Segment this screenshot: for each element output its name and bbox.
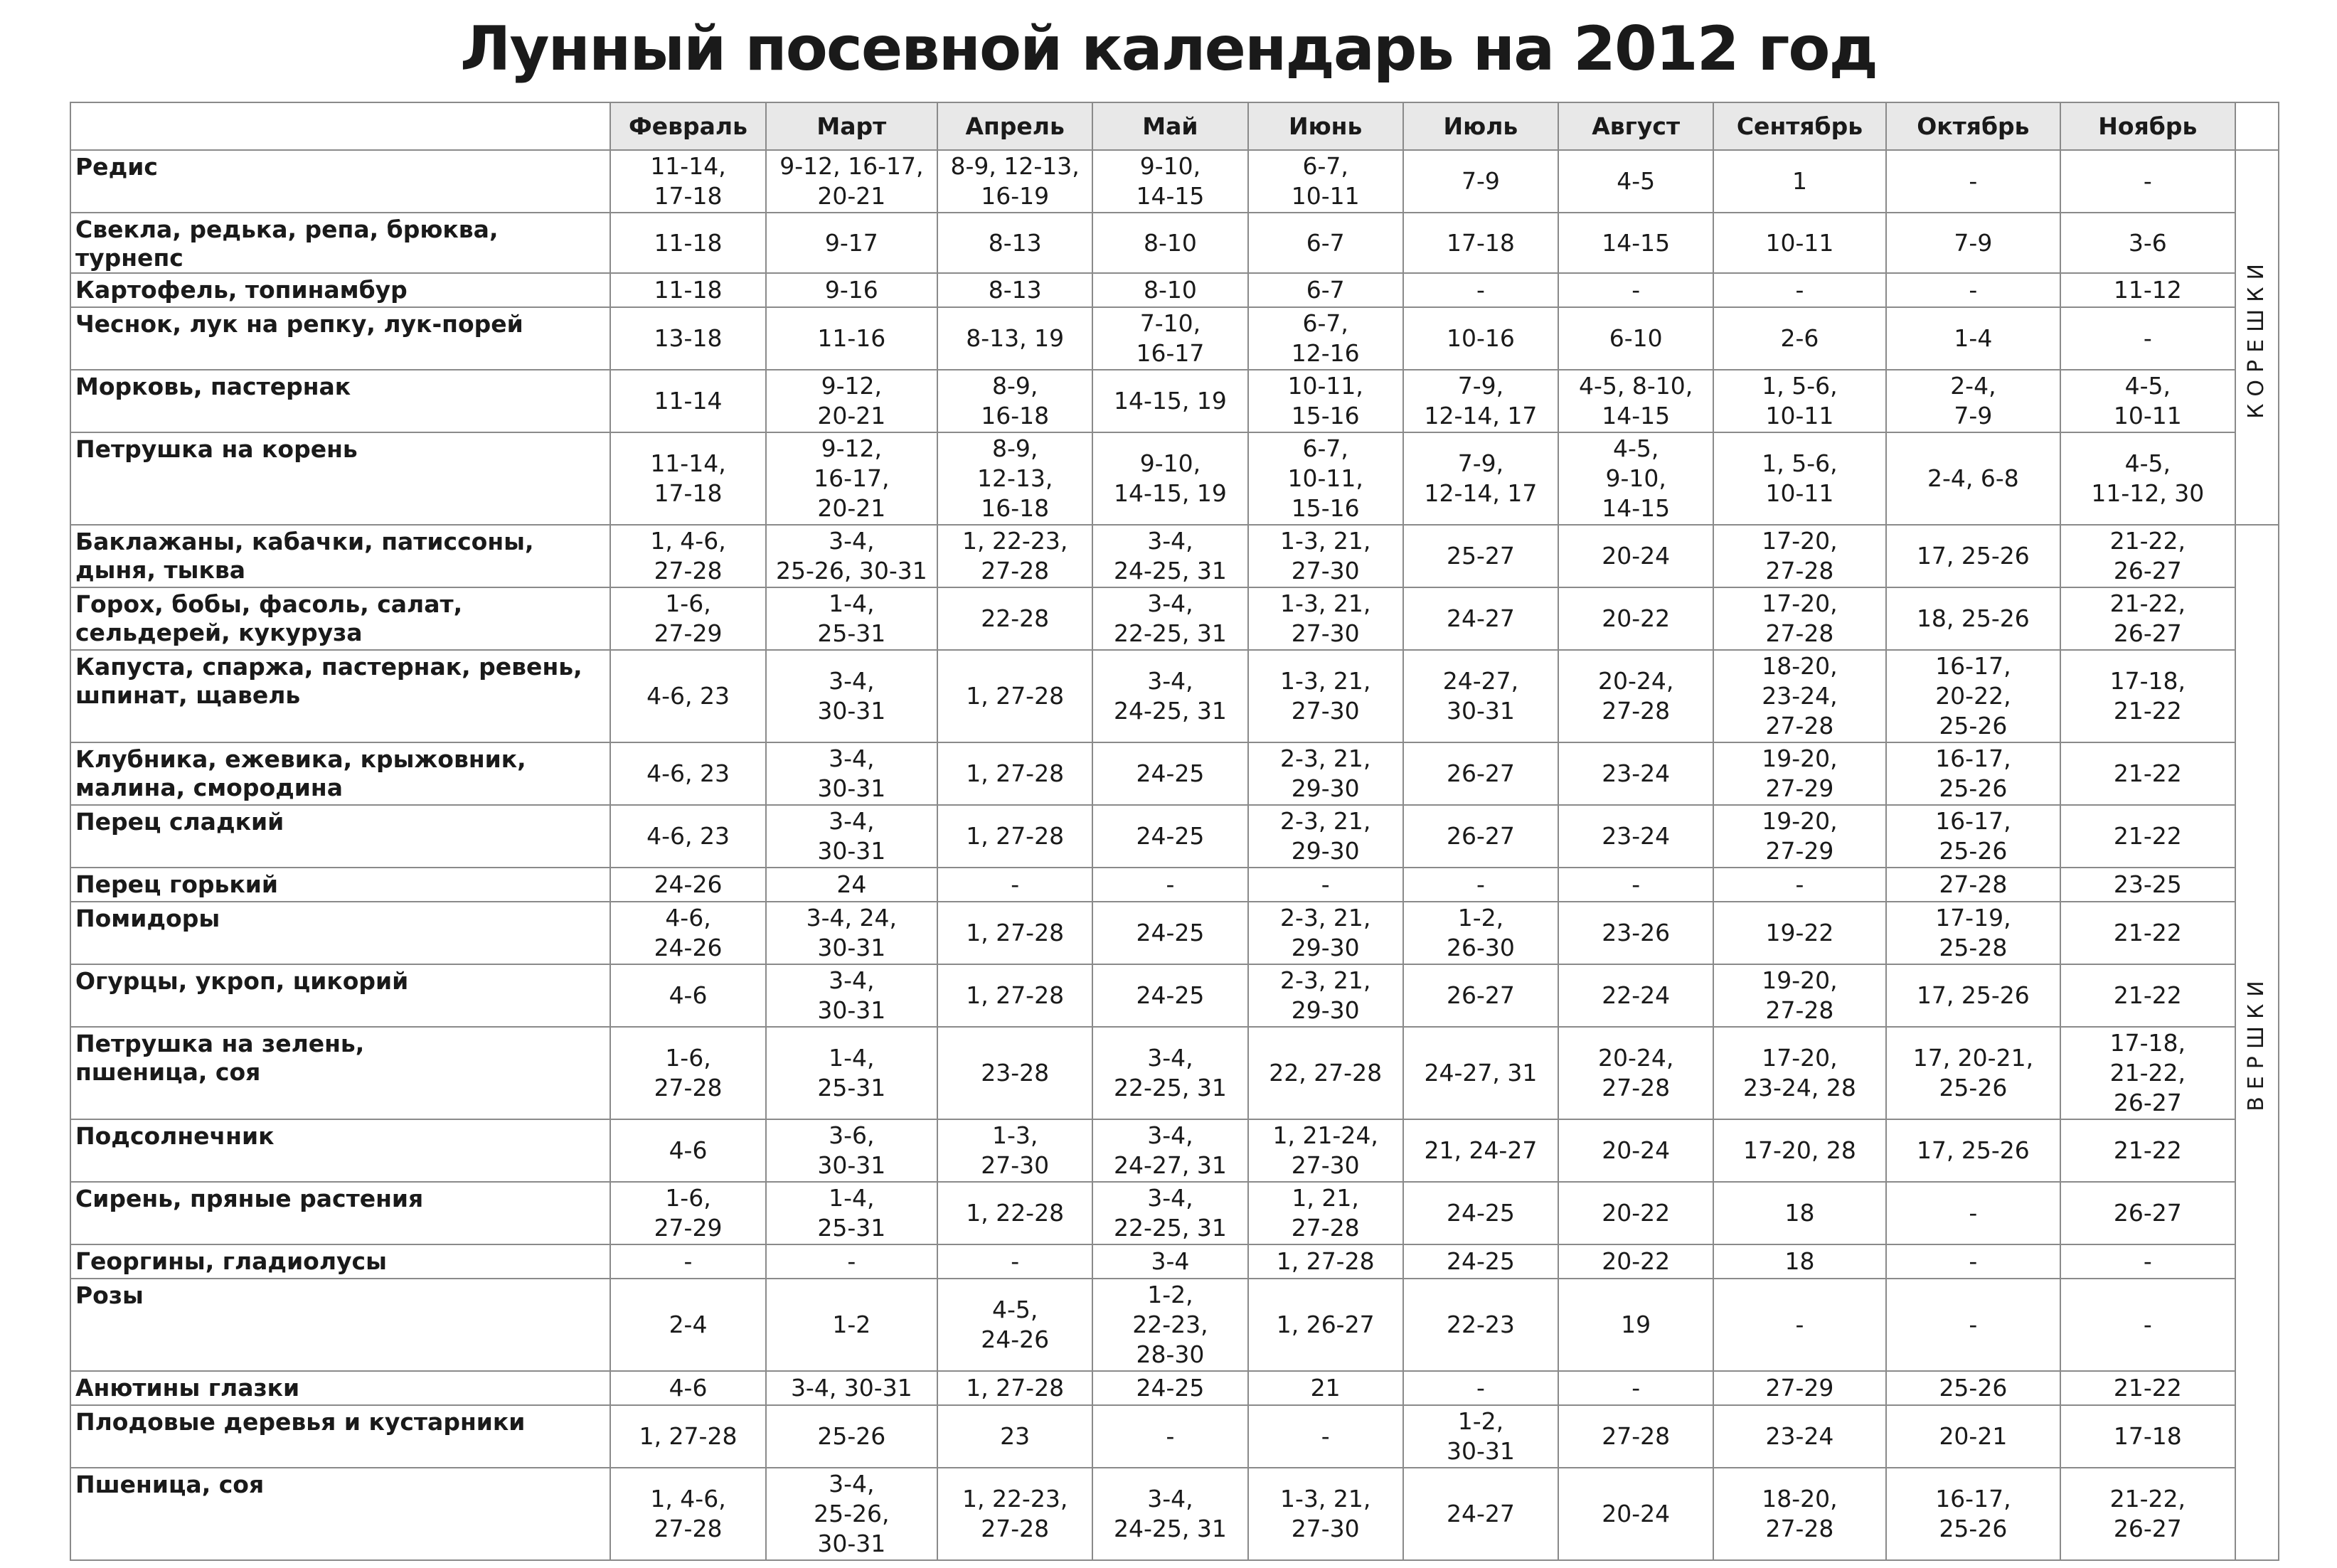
date-cell: 1-3, 27-30 bbox=[937, 1119, 1092, 1182]
date-cell: - bbox=[1248, 1405, 1403, 1468]
date-cell: 7-9, 12-14, 17 bbox=[1403, 370, 1558, 432]
date-cell: 4-5, 10-11 bbox=[2060, 370, 2235, 432]
month-header: Февраль bbox=[610, 102, 765, 150]
date-cell: 21, 24-27 bbox=[1403, 1119, 1558, 1182]
date-cell: 18, 25-26 bbox=[1886, 587, 2060, 650]
date-cell: 17-18, 21-22, 26-27 bbox=[2060, 1027, 2235, 1119]
plant-name: Георгины, гладиолусы bbox=[70, 1244, 610, 1279]
table-row bbox=[70, 902, 2279, 964]
date-cell: 20-22 bbox=[1558, 587, 1713, 650]
plant-name: Подсолнечник bbox=[70, 1119, 610, 1182]
date-cell: 25-27 bbox=[1403, 525, 1558, 587]
date-cell: 1, 5-6, 10-11 bbox=[1713, 370, 1885, 432]
plant-name: Свекла, редька, репа, брюква, турнепс bbox=[70, 213, 610, 273]
table-row bbox=[70, 150, 2279, 213]
date-cell: 1, 27-28 bbox=[937, 902, 1092, 964]
date-cell: 1-2 bbox=[766, 1279, 937, 1371]
date-cell: 1, 22-28 bbox=[937, 1182, 1092, 1244]
calendar-body bbox=[70, 150, 2279, 1560]
date-cell: 1, 27-28 bbox=[610, 1405, 765, 1468]
date-cell: 8-9, 12-13, 16-19 bbox=[937, 150, 1092, 213]
date-cell: 4-6 bbox=[610, 1119, 765, 1182]
date-cell: 21-22 bbox=[2060, 742, 2235, 805]
date-cell: 20-24 bbox=[1558, 525, 1713, 587]
date-cell: 20-22 bbox=[1558, 1182, 1713, 1244]
date-cell: 3-4, 25-26, 30-31 bbox=[766, 525, 937, 587]
date-cell: 23-28 bbox=[937, 1027, 1092, 1119]
date-cell: - bbox=[1558, 1371, 1713, 1405]
date-cell: - bbox=[937, 868, 1092, 902]
date-cell: 10-11, 15-16 bbox=[1248, 370, 1403, 432]
plant-name: Картофель, топинамбур bbox=[70, 273, 610, 307]
table-row bbox=[70, 1371, 2279, 1405]
month-header: Март bbox=[766, 102, 937, 150]
date-cell: 4-6 bbox=[610, 1371, 765, 1405]
date-cell: 1, 21-24, 27-30 bbox=[1248, 1119, 1403, 1182]
date-cell: - bbox=[2060, 1244, 2235, 1279]
date-cell: 6-7, 12-16 bbox=[1248, 307, 1403, 370]
date-cell: 21-22 bbox=[2060, 902, 2235, 964]
plant-name: Перец горький bbox=[70, 868, 610, 902]
date-cell: 2-3, 21, 29-30 bbox=[1248, 805, 1403, 868]
date-cell: 17, 25-26 bbox=[1886, 1119, 2060, 1182]
date-cell: 1 bbox=[1713, 150, 1885, 213]
date-cell: 19-20, 27-29 bbox=[1713, 742, 1885, 805]
date-cell: 1-2, 22-23, 28-30 bbox=[1092, 1279, 1247, 1371]
date-cell: 9-12, 16-17, 20-21 bbox=[766, 150, 937, 213]
plant-name: Петрушка на корень bbox=[70, 432, 610, 525]
date-cell: 1-3, 21, 27-30 bbox=[1248, 587, 1403, 650]
date-cell: 2-4, 6-8 bbox=[1886, 432, 2060, 525]
date-cell: - bbox=[2060, 1279, 2235, 1371]
month-header: Октябрь bbox=[1886, 102, 2060, 150]
date-cell: 3-4, 30-31 bbox=[766, 805, 937, 868]
date-cell: 4-6 bbox=[610, 964, 765, 1027]
date-cell: 8-10 bbox=[1092, 213, 1247, 273]
date-cell: 1-3, 21, 27-30 bbox=[1248, 1468, 1403, 1560]
month-header: Август bbox=[1558, 102, 1713, 150]
date-cell: 23-24 bbox=[1558, 805, 1713, 868]
table-row bbox=[70, 1027, 2279, 1119]
date-cell: 19-22 bbox=[1713, 902, 1885, 964]
lunar-calendar-table bbox=[70, 102, 2279, 1561]
date-cell: 8-9, 16-18 bbox=[937, 370, 1092, 432]
date-cell: 1-6, 27-29 bbox=[610, 587, 765, 650]
month-header: Июнь bbox=[1248, 102, 1403, 150]
date-cell: 17, 25-26 bbox=[1886, 964, 2060, 1027]
date-cell: 24-27, 31 bbox=[1403, 1027, 1558, 1119]
date-cell: 21-22 bbox=[2060, 1371, 2235, 1405]
date-cell: 17-20, 23-24, 28 bbox=[1713, 1027, 1885, 1119]
date-cell: 1-4, 25-31 bbox=[766, 1027, 937, 1119]
table-row bbox=[70, 525, 2279, 587]
date-cell: 22-24 bbox=[1558, 964, 1713, 1027]
date-cell: 9-16 bbox=[766, 273, 937, 307]
group-label-cell bbox=[2235, 525, 2279, 1560]
date-cell: 1, 4-6, 27-28 bbox=[610, 1468, 765, 1560]
date-cell: 2-3, 21, 29-30 bbox=[1248, 742, 1403, 805]
date-cell: - bbox=[766, 1244, 937, 1279]
date-cell: 23-24 bbox=[1713, 1405, 1885, 1468]
date-cell: 3-4, 22-25, 31 bbox=[1092, 1027, 1247, 1119]
date-cell: 2-6 bbox=[1713, 307, 1885, 370]
plant-name: Плодовые деревья и кустарники bbox=[70, 1405, 610, 1468]
date-cell: 24-27 bbox=[1403, 1468, 1558, 1560]
date-cell: 8-9, 12-13, 16-18 bbox=[937, 432, 1092, 525]
date-cell: 17-20, 27-28 bbox=[1713, 525, 1885, 587]
date-cell: 24-25 bbox=[1092, 805, 1247, 868]
date-cell: 6-10 bbox=[1558, 307, 1713, 370]
plant-name: Петрушка на зелень, пшеница, соя bbox=[70, 1027, 610, 1119]
date-cell: 3-4, 25-26, 30-31 bbox=[766, 1468, 937, 1560]
date-cell: 14-15 bbox=[1558, 213, 1713, 273]
date-cell: 4-5, 9-10, 14-15 bbox=[1558, 432, 1713, 525]
date-cell: 3-4, 30-31 bbox=[766, 964, 937, 1027]
date-cell: 26-27 bbox=[1403, 964, 1558, 1027]
date-cell: 1, 26-27 bbox=[1248, 1279, 1403, 1371]
date-cell: 10-16 bbox=[1403, 307, 1558, 370]
table-row bbox=[70, 964, 2279, 1027]
table-row bbox=[70, 273, 2279, 307]
date-cell: 20-21 bbox=[1886, 1405, 2060, 1468]
plant-name: Клубника, ежевика, крыжовник, малина, смородина bbox=[70, 742, 610, 805]
header-row bbox=[70, 102, 2279, 150]
date-cell: 1, 27-28 bbox=[1248, 1244, 1403, 1279]
date-cell: 1, 27-28 bbox=[937, 742, 1092, 805]
date-cell: - bbox=[1403, 1371, 1558, 1405]
date-cell: 1-2, 30-31 bbox=[1403, 1405, 1558, 1468]
plant-name: Огурцы, укроп, цикорий bbox=[70, 964, 610, 1027]
date-cell: - bbox=[1713, 868, 1885, 902]
table-row bbox=[70, 1119, 2279, 1182]
date-cell: - bbox=[1558, 868, 1713, 902]
date-cell: 6-7, 10-11, 15-16 bbox=[1248, 432, 1403, 525]
date-cell: 1-3, 21, 27-30 bbox=[1248, 650, 1403, 742]
date-cell: 26-27 bbox=[1403, 742, 1558, 805]
group-label: КОРЕШКИ bbox=[2244, 256, 2269, 419]
date-cell: 2-4 bbox=[610, 1279, 765, 1371]
date-cell: 14-15, 19 bbox=[1092, 370, 1247, 432]
date-cell: 16-17, 25-26 bbox=[1886, 805, 2060, 868]
date-cell: 1, 27-28 bbox=[937, 964, 1092, 1027]
date-cell: 1, 27-28 bbox=[937, 650, 1092, 742]
date-cell: 18 bbox=[1713, 1182, 1885, 1244]
date-cell: 19 bbox=[1558, 1279, 1713, 1371]
date-cell: 11-16 bbox=[766, 307, 937, 370]
date-cell: 16-17, 20-22, 25-26 bbox=[1886, 650, 2060, 742]
date-cell: 4-5, 11-12, 30 bbox=[2060, 432, 2235, 525]
date-cell: - bbox=[1713, 1279, 1885, 1371]
date-cell: 4-6, 23 bbox=[610, 805, 765, 868]
date-cell: 11-18 bbox=[610, 273, 765, 307]
date-cell: - bbox=[1886, 273, 2060, 307]
date-cell: 3-4, 24-27, 31 bbox=[1092, 1119, 1247, 1182]
date-cell: 21-22 bbox=[2060, 805, 2235, 868]
date-cell: 24-27 bbox=[1403, 587, 1558, 650]
date-cell: 9-12, 20-21 bbox=[766, 370, 937, 432]
date-cell: 9-17 bbox=[766, 213, 937, 273]
date-cell: 22-28 bbox=[937, 587, 1092, 650]
date-cell: 17-18 bbox=[1403, 213, 1558, 273]
date-cell: 17-18 bbox=[2060, 1405, 2235, 1468]
date-cell: - bbox=[1092, 868, 1247, 902]
date-cell: 16-17, 25-26 bbox=[1886, 1468, 2060, 1560]
date-cell: 1-3, 21, 27-30 bbox=[1248, 525, 1403, 587]
date-cell: - bbox=[1403, 273, 1558, 307]
date-cell: - bbox=[1886, 1244, 2060, 1279]
date-cell: 1, 4-6, 27-28 bbox=[610, 525, 765, 587]
date-cell: 13-18 bbox=[610, 307, 765, 370]
date-cell: 9-12, 16-17, 20-21 bbox=[766, 432, 937, 525]
date-cell: 1-2, 26-30 bbox=[1403, 902, 1558, 964]
date-cell: 3-4, 30-31 bbox=[766, 650, 937, 742]
date-cell: 24-25 bbox=[1092, 1371, 1247, 1405]
date-cell: 9-10, 14-15, 19 bbox=[1092, 432, 1247, 525]
date-cell: 3-4, 24, 30-31 bbox=[766, 902, 937, 964]
date-cell: 1, 21, 27-28 bbox=[1248, 1182, 1403, 1244]
date-cell: 23-24 bbox=[1558, 742, 1713, 805]
date-cell: 4-5, 8-10, 14-15 bbox=[1558, 370, 1713, 432]
date-cell: 23-25 bbox=[2060, 868, 2235, 902]
date-cell: 2-3, 21, 29-30 bbox=[1248, 964, 1403, 1027]
date-cell: 11-14, 17-18 bbox=[610, 432, 765, 525]
date-cell: 3-4, 24-25, 31 bbox=[1092, 1468, 1247, 1560]
date-cell: 21-22 bbox=[2060, 1119, 2235, 1182]
date-cell: 21-22, 26-27 bbox=[2060, 1468, 2235, 1560]
date-cell: 6-7 bbox=[1248, 213, 1403, 273]
date-cell: 24-25 bbox=[1092, 964, 1247, 1027]
date-cell: 7-9 bbox=[1403, 150, 1558, 213]
date-cell: 3-4, 30-31 bbox=[766, 742, 937, 805]
date-cell: 26-27 bbox=[1403, 805, 1558, 868]
date-cell: 9-10, 14-15 bbox=[1092, 150, 1247, 213]
date-cell: 1-6, 27-28 bbox=[610, 1027, 765, 1119]
date-cell: - bbox=[1558, 273, 1713, 307]
date-cell: 1, 27-28 bbox=[937, 805, 1092, 868]
month-header: Ноябрь bbox=[2060, 102, 2235, 150]
date-cell: 11-14 bbox=[610, 370, 765, 432]
month-header: Апрель bbox=[937, 102, 1092, 150]
plant-name: Горох, бобы, фасоль, салат, сельдерей, кукуруза bbox=[70, 587, 610, 650]
date-cell: 17, 20-21, 25-26 bbox=[1886, 1027, 2060, 1119]
header-group-spacer bbox=[2235, 102, 2279, 150]
date-cell: 1-4, 25-31 bbox=[766, 1182, 937, 1244]
month-header: Май bbox=[1092, 102, 1247, 150]
date-cell: 1, 22-23, 27-28 bbox=[937, 1468, 1092, 1560]
date-cell: 21 bbox=[1248, 1371, 1403, 1405]
date-cell: 1, 27-28 bbox=[937, 1371, 1092, 1405]
table-row bbox=[70, 1244, 2279, 1279]
date-cell: 17-19, 25-28 bbox=[1886, 902, 2060, 964]
date-cell: 3-4, 24-25, 31 bbox=[1092, 650, 1247, 742]
table-row bbox=[70, 213, 2279, 273]
date-cell: - bbox=[610, 1244, 765, 1279]
date-cell: 20-24, 27-28 bbox=[1558, 1027, 1713, 1119]
plant-name: Анютины глазки bbox=[70, 1371, 610, 1405]
date-cell: 7-10, 16-17 bbox=[1092, 307, 1247, 370]
date-cell: 25-26 bbox=[766, 1405, 937, 1468]
date-cell: 18-20, 27-28 bbox=[1713, 1468, 1885, 1560]
date-cell: 2-3, 21, 29-30 bbox=[1248, 902, 1403, 964]
date-cell: 24-25 bbox=[1092, 742, 1247, 805]
date-cell: 20-24 bbox=[1558, 1468, 1713, 1560]
date-cell: 17-20, 28 bbox=[1713, 1119, 1885, 1182]
date-cell: 7-9 bbox=[1886, 213, 2060, 273]
table-row bbox=[70, 1405, 2279, 1468]
table-row bbox=[70, 1468, 2279, 1560]
date-cell: 3-6 bbox=[2060, 213, 2235, 273]
date-cell: 4-6, 23 bbox=[610, 650, 765, 742]
date-cell: 17, 25-26 bbox=[1886, 525, 2060, 587]
table-row bbox=[70, 370, 2279, 432]
date-cell: 11-14, 17-18 bbox=[610, 150, 765, 213]
date-cell: 6-7, 10-11 bbox=[1248, 150, 1403, 213]
header-corner bbox=[70, 102, 610, 150]
date-cell: - bbox=[937, 1244, 1092, 1279]
date-cell: 24-26 bbox=[610, 868, 765, 902]
date-cell: 8-13 bbox=[937, 273, 1092, 307]
date-cell: 8-13 bbox=[937, 213, 1092, 273]
date-cell: - bbox=[1403, 868, 1558, 902]
date-cell: - bbox=[2060, 150, 2235, 213]
date-cell: - bbox=[2060, 307, 2235, 370]
date-cell: 3-6, 30-31 bbox=[766, 1119, 937, 1182]
date-cell: 1, 22-23, 27-28 bbox=[937, 525, 1092, 587]
table-row bbox=[70, 742, 2279, 805]
plant-name: Капуста, спаржа, пастернак, ревень, шпинат, щавель bbox=[70, 650, 610, 742]
date-cell: 3-4, 22-25, 31 bbox=[1092, 587, 1247, 650]
date-cell: 27-28 bbox=[1558, 1405, 1713, 1468]
date-cell: 3-4, 22-25, 31 bbox=[1092, 1182, 1247, 1244]
date-cell: 1-4 bbox=[1886, 307, 2060, 370]
date-cell: 8-13, 19 bbox=[937, 307, 1092, 370]
date-cell: 3-4, 24-25, 31 bbox=[1092, 525, 1247, 587]
date-cell: 6-7 bbox=[1248, 273, 1403, 307]
group-label-cell bbox=[2235, 150, 2279, 525]
plant-name: Чеснок, лук на репку, лук-порей bbox=[70, 307, 610, 370]
date-cell: 11-12 bbox=[2060, 273, 2235, 307]
date-cell: - bbox=[1886, 1182, 2060, 1244]
date-cell: - bbox=[1248, 868, 1403, 902]
date-cell: 27-29 bbox=[1713, 1371, 1885, 1405]
date-cell: 11-18 bbox=[610, 213, 765, 273]
date-cell: - bbox=[1886, 150, 2060, 213]
date-cell: 24 bbox=[766, 868, 937, 902]
date-cell: - bbox=[1092, 1405, 1247, 1468]
date-cell: 25-26 bbox=[1886, 1371, 2060, 1405]
date-cell: 20-24, 27-28 bbox=[1558, 650, 1713, 742]
date-cell: 1, 5-6, 10-11 bbox=[1713, 432, 1885, 525]
date-cell: 3-4 bbox=[1092, 1244, 1247, 1279]
plant-name: Пшеница, соя bbox=[70, 1468, 610, 1560]
date-cell: 18-20, 23-24, 27-28 bbox=[1713, 650, 1885, 742]
table-row bbox=[70, 868, 2279, 902]
date-cell: 17-18, 21-22 bbox=[2060, 650, 2235, 742]
table-row bbox=[70, 650, 2279, 742]
date-cell: 2-4, 7-9 bbox=[1886, 370, 2060, 432]
plant-name: Розы bbox=[70, 1279, 610, 1371]
date-cell: 3-4, 30-31 bbox=[766, 1371, 937, 1405]
date-cell: 23-26 bbox=[1558, 902, 1713, 964]
date-cell: 19-20, 27-28 bbox=[1713, 964, 1885, 1027]
month-header: Сентябрь bbox=[1713, 102, 1885, 150]
date-cell: 24-27, 30-31 bbox=[1403, 650, 1558, 742]
plant-name: Баклажаны, кабачки, патиссоны, дыня, тыква bbox=[70, 525, 610, 587]
date-cell: 21-22, 26-27 bbox=[2060, 587, 2235, 650]
table-row bbox=[70, 307, 2279, 370]
date-cell: 22, 27-28 bbox=[1248, 1027, 1403, 1119]
date-cell: 1-4, 25-31 bbox=[766, 587, 937, 650]
date-cell: 24-25 bbox=[1092, 902, 1247, 964]
date-cell: 21-22 bbox=[2060, 964, 2235, 1027]
date-cell: 24-25 bbox=[1403, 1182, 1558, 1244]
date-cell: 8-10 bbox=[1092, 273, 1247, 307]
plant-name: Помидоры bbox=[70, 902, 610, 964]
date-cell: 1-6, 27-29 bbox=[610, 1182, 765, 1244]
table-row bbox=[70, 1279, 2279, 1371]
plant-name: Перец сладкий bbox=[70, 805, 610, 868]
date-cell: 19-20, 27-29 bbox=[1713, 805, 1885, 868]
date-cell: 4-5 bbox=[1558, 150, 1713, 213]
table-row bbox=[70, 432, 2279, 525]
date-cell: 24-25 bbox=[1403, 1244, 1558, 1279]
page-title: Лунный посевной календарь на 2012 год bbox=[460, 14, 1877, 85]
plant-name: Редис bbox=[70, 150, 610, 213]
group-label: ВЕРШКИ bbox=[2244, 974, 2269, 1111]
date-cell: 26-27 bbox=[2060, 1182, 2235, 1244]
date-cell: 4-6, 24-26 bbox=[610, 902, 765, 964]
plant-name: Морковь, пастернак bbox=[70, 370, 610, 432]
date-cell: 27-28 bbox=[1886, 868, 2060, 902]
date-cell: 22-23 bbox=[1403, 1279, 1558, 1371]
table-row bbox=[70, 587, 2279, 650]
table-row bbox=[70, 1182, 2279, 1244]
date-cell: 10-11 bbox=[1713, 213, 1885, 273]
date-cell: 17-20, 27-28 bbox=[1713, 587, 1885, 650]
date-cell: 21-22, 26-27 bbox=[2060, 525, 2235, 587]
date-cell: 7-9, 12-14, 17 bbox=[1403, 432, 1558, 525]
table-row bbox=[70, 805, 2279, 868]
date-cell: 20-24 bbox=[1558, 1119, 1713, 1182]
date-cell: 20-22 bbox=[1558, 1244, 1713, 1279]
plant-name: Сирень, пряные растения bbox=[70, 1182, 610, 1244]
date-cell: 4-6, 23 bbox=[610, 742, 765, 805]
date-cell: - bbox=[1713, 273, 1885, 307]
month-header: Июль bbox=[1403, 102, 1558, 150]
date-cell: 4-5, 24-26 bbox=[937, 1279, 1092, 1371]
date-cell: 23 bbox=[937, 1405, 1092, 1468]
date-cell: 16-17, 25-26 bbox=[1886, 742, 2060, 805]
date-cell: - bbox=[1886, 1279, 2060, 1371]
date-cell: 18 bbox=[1713, 1244, 1885, 1279]
